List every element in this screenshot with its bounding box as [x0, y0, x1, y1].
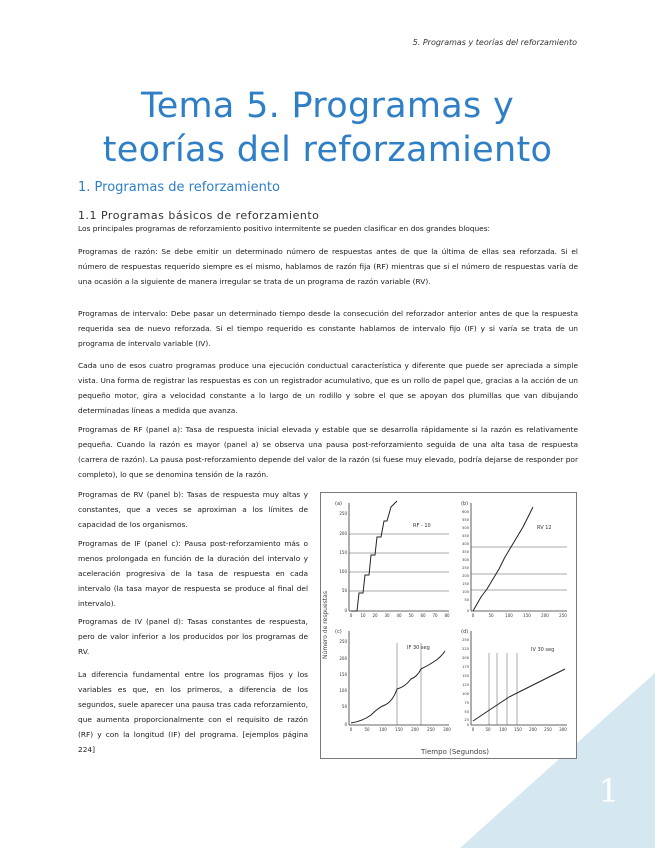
paragraph-if: Programas de IF (panel c): Pausa post-reforzamiento más o menos prolongada en función de la duración del intervalo y aceleración progresiva de la tasa de respuesta en cada intervalo (la tasa mayor de respuesta se produce al final del intervalo). [78, 539, 308, 608]
panel-a-x-tick: 10 [360, 613, 366, 618]
cumulative-record-figure [320, 492, 577, 759]
paragraph-diferencia: La diferencia fundamental entre los programas fijos y los variables es que, en los primeros, a diferencia de los segundos, suele aparecer una pausa tras cada reforzamiento, que aumenta proporcionalmente con el requisito de razón (RF) y con la longitud (IF) del programa. [ejemplos página 224] [78, 670, 308, 754]
title-line-2: teorías del reforzamiento [102, 130, 553, 170]
panel-c-x-tick: 50 [364, 727, 370, 732]
panel-d-x-ticks [472, 727, 568, 732]
panel-c-y-tick: 100 [339, 688, 347, 693]
panel-a-x-tick: 70 [432, 613, 438, 618]
panel-c-x-tick: 250 [427, 727, 435, 732]
y-axis-label: Número de respuestas [322, 591, 329, 659]
panel-a-x-tick: 50 [408, 613, 414, 618]
panel-c-program-label: IF 30 seg [407, 645, 430, 651]
panel-c-y-tick: 250 [339, 639, 347, 644]
panel-c [335, 629, 451, 732]
panel-d-cumulative-curve [473, 669, 565, 721]
panel-c-x-tick: 300 [443, 727, 451, 732]
panel-d-y-tick: 250 [462, 638, 469, 642]
panel-d [461, 629, 567, 732]
panel-d-x-tick: 250 [544, 727, 552, 732]
panel-b-program-label: RV 12 [537, 525, 552, 531]
panel-a-x-tick: 30 [384, 613, 390, 618]
panel-a-y-tick: 50 [341, 588, 347, 593]
paragraph-razon: Programas de razón: Se debe emitir un determinado número de respuestas antes de que la última de ellas sea reforzada. Si el número de respuestas requerido siempre es el mismo, hablamos de razón fija (RF) mientras que si el número de respuestas varía de una ocasión a la siguiente de manera irregular se trata de un programa de razón variable (RV). [78, 247, 578, 286]
panel-d-y-tick: 0 [466, 723, 469, 727]
panel-d-y-tick: 125 [462, 683, 469, 687]
panel-c-x-ticks [350, 727, 452, 732]
panel-a-x-tick: 0 [349, 613, 353, 618]
panel-c-label: (c) [335, 629, 342, 635]
panel-c-y-tick: 200 [339, 656, 347, 661]
panel-a-y-tick: 150 [339, 550, 347, 555]
panel-b-x-tick: 150 [523, 613, 531, 618]
panel-c-x-tick: 100 [379, 727, 387, 732]
panel-b-y-tick: 150 [462, 582, 469, 586]
panel-b-y-tick: 450 [462, 534, 469, 538]
panel-b-x-tick: 0 [471, 613, 475, 618]
panel-c-x-tick: 0 [349, 727, 353, 732]
panel-b-label: (b) [461, 501, 469, 507]
paragraph-registro: Cada uno de esos cuatro programas produce una ejecución conductual característica y diferente que puede ser apreciada a simple vista. Una forma de registrar las respuestas es con un registrador acumulativo, que es un rollo de papel que, gracias a la acción de un pequeño motor, gira a velocidad constante a lo largo de un rodillo y sobre el que se apoyan dos plumillas que van dibujando determinadas líneas a medida que avanza. [78, 361, 578, 415]
panel-c-x-tick: 200 [411, 727, 419, 732]
panel-a [335, 501, 450, 618]
panel-b-y-tick: 250 [462, 566, 469, 570]
panel-c-y-tick: 150 [339, 672, 347, 677]
panel-b-x-tick: 100 [505, 613, 513, 618]
panel-d-x-tick: 100 [499, 727, 507, 732]
panel-b-y-tick: 0 [466, 609, 469, 613]
x-axis-label: Tiempo (Segundos) [421, 748, 489, 756]
running-header: 5. Programas y teorías del reforzamiento [412, 38, 577, 47]
panel-d-y-tick: 200 [462, 656, 469, 660]
panel-c-y-tick: 50 [341, 704, 347, 709]
panel-c-x-tick: 150 [395, 727, 403, 732]
panel-a-x-ticks [350, 613, 450, 618]
panel-d-x-tick: 50 [485, 727, 491, 732]
panel-d-y-tick: 175 [462, 665, 469, 669]
panel-c-cumulative-curve [351, 651, 445, 723]
panel-b [461, 501, 567, 618]
panel-d-y-tick: 25 [464, 718, 469, 722]
panel-d-y-tick: 50 [464, 710, 469, 714]
panel-b-x-tick: 250 [559, 613, 567, 618]
panel-d-y-tick: 100 [462, 692, 469, 696]
panel-b-x-ticks [472, 613, 568, 618]
panel-a-y-tick: 250 [339, 511, 347, 516]
panel-b-y-tick: 550 [462, 518, 469, 522]
panel-d-y-ticks [462, 638, 470, 727]
panel-a-x-tick: 20 [372, 613, 378, 618]
panel-b-y-tick: 200 [462, 574, 469, 578]
panel-d-x-tick: 150 [514, 727, 522, 732]
panel-b-y-ticks [462, 510, 470, 613]
paragraph-rf: Programas de RF (panel a): Tasa de respuesta inicial elevada y estable que se desarrolla rápidamente si la razón es relativamente pequeña. Cuando la razón es mayor (panel a) se observa una pausa post-reforzamiento seguida de una alta tasa de respuesta (carrera de razón). La pausa post-reforzamiento depende del valor de la razón (si fuese muy elevado, podría dejarse de responder por completo), lo que se denomina tensión de la razón. [78, 425, 578, 479]
title-line-1: Tema 5. Programas y [140, 86, 515, 126]
paragraph-rv: Programas de RV (panel b): Tasas de respuesta muy altas y constantes, que a veces se aproximan a los límites de capacidad de los organismos. [78, 490, 308, 529]
section-heading: 1. Programas de reforzamiento [78, 180, 280, 195]
panel-b-y-tick: 50 [464, 598, 469, 602]
paragraph-intervalo: Programas de intervalo: Debe pasar un determinado tiempo desde la consecución del reforzador anterior antes de que la respuesta requerida sea de nuevo reforzada. Si el tiempo requerido es constante hablamos de intervalo fijo (IF) y si varía se trata de un programa de intervalo variable (IV). [78, 309, 578, 348]
panel-c-y-tick: 0 [344, 722, 347, 727]
panel-a-x-tick: 80 [444, 613, 450, 618]
figure-svg [321, 493, 576, 758]
panel-b-y-tick: 300 [462, 558, 469, 562]
panel-b-y-tick: 500 [462, 526, 469, 530]
panel-b-y-tick: 400 [462, 542, 469, 546]
panel-a-x-tick: 40 [396, 613, 402, 618]
paragraph-iv: Programas de IV (panel d): Tasas constantes de respuesta, pero de valor inferior a los producidos por los programas de RV. [78, 617, 308, 656]
panel-d-y-tick: 150 [462, 674, 469, 678]
page-title [40, 84, 615, 172]
panel-b-y-tick: 600 [462, 510, 469, 514]
panel-a-y-tick: 0 [344, 608, 347, 613]
panel-a-y-tick: 200 [339, 531, 347, 536]
panel-b-cumulative-curve [473, 507, 533, 611]
panel-a-x-tick: 60 [420, 613, 426, 618]
panel-d-x-tick: 200 [529, 727, 537, 732]
paragraph-intro: Los principales programas de reforzamiento positivo intermitente se pueden clasificar en dos grandes bloques: [78, 224, 491, 233]
panel-b-x-tick: 50 [488, 613, 494, 618]
page-number: 1 [598, 772, 619, 810]
panel-d-x-tick: 0 [471, 727, 475, 732]
panel-d-program-label: IV 30 seg [531, 647, 555, 653]
panel-a-program-label: RF - 10 [413, 523, 431, 529]
panel-d-y-tick: 75 [464, 701, 469, 705]
panel-a-cumulative-curve [351, 501, 397, 611]
panel-c-y-ticks [339, 639, 347, 727]
panel-a-y-tick: 100 [339, 569, 347, 574]
panel-d-y-tick: 225 [462, 647, 469, 651]
panel-b-y-tick: 100 [462, 590, 469, 594]
panel-a-label: (a) [335, 501, 342, 507]
subsection-heading: 1.1 Programas básicos de reforzamiento [78, 209, 320, 222]
panel-b-x-tick: 200 [541, 613, 549, 618]
panel-d-x-tick: 300 [559, 727, 567, 732]
panel-b-y-tick: 350 [462, 550, 469, 554]
panel-d-label: (d) [461, 629, 469, 635]
